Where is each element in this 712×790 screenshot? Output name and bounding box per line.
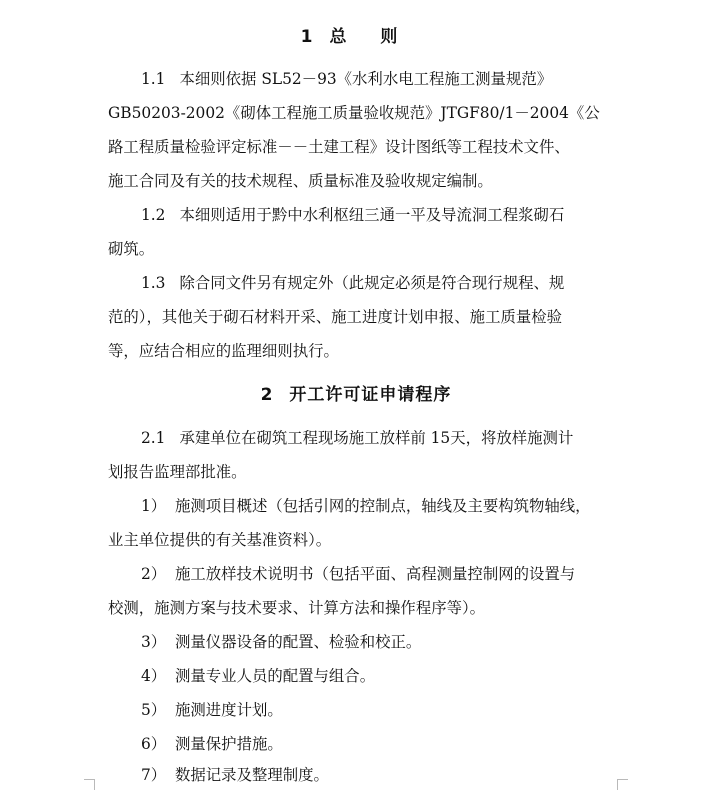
section-1-heading <box>0 22 712 47</box>
list-item-7 <box>141 765 329 785</box>
paragraph-1-1-line-1 <box>141 69 552 89</box>
section-2-heading <box>0 380 712 405</box>
paragraph-number: 1.1 <box>141 70 166 88</box>
paragraph-text: 除合同文件另有规定外（此规定必须是符合现行规程、规 <box>179 274 565 292</box>
list-item-number: 4） <box>141 667 167 685</box>
list-item-text: 测量专业人员的配置与组合。 <box>175 667 376 685</box>
list-item-text: 施工放样技术说明书（包括平面、高程测量控制网的设置与 <box>175 565 576 583</box>
paragraph-2-1-line-1 <box>141 428 573 448</box>
paragraph-1-2-line-2: 砌筑。 <box>108 240 155 258</box>
list-item-number: 7） <box>141 766 167 784</box>
section-2-number: 2 <box>260 385 274 405</box>
paragraph-number: 2.1 <box>141 429 166 447</box>
list-item-3 <box>141 632 421 652</box>
paragraph-1-3-line-1 <box>141 273 564 293</box>
paragraph-1-1-line-2: GB50203-2002《砌体工程施工质量验收规范》JTGF80/1－2004《公 <box>108 104 600 122</box>
paragraph-1-2-line-1 <box>141 205 564 225</box>
page-corner-mark-left <box>84 779 95 790</box>
paragraph-number: 1.2 <box>141 206 166 224</box>
list-item-number: 3） <box>141 633 167 651</box>
paragraph-2-1-line-2: 划报告监理部批准。 <box>108 463 247 481</box>
list-item-text: 数据记录及整理制度。 <box>175 766 329 784</box>
list-item-text: 施测项目概述（包括引网的控制点，轴线及主要构筑物轴线， <box>175 497 591 515</box>
list-item-1-line-1 <box>141 496 591 516</box>
section-1-title: 总 则 <box>329 27 412 47</box>
paragraph-text: 本细则适用于黔中水利枢纽三通一平及导流洞工程浆砌石 <box>179 206 565 224</box>
list-item-5 <box>141 700 283 720</box>
paragraph-1-3-line-2: 范的），其他关于砌石材料开采、施工进度计划申报、施工质量检验 <box>108 308 563 326</box>
list-item-number: 1） <box>141 497 167 515</box>
paragraph-text: 本细则依据 SL52－93《水利水电工程施工测量规范》 <box>179 70 553 88</box>
paragraph-number: 1.3 <box>141 274 166 292</box>
list-item-number: 2） <box>141 565 167 583</box>
list-item-number: 5） <box>141 701 167 719</box>
paragraph-1-3-line-3: 等，应结合相应的监理细则执行。 <box>108 342 339 360</box>
list-item-2-line-1 <box>141 564 575 584</box>
section-2-title: 开工许可证申请程序 <box>289 385 452 405</box>
list-item-number: 6） <box>141 735 167 753</box>
paragraph-1-1-line-4: 施工合同及有关的技术规程、质量标准及验收规定编制。 <box>108 172 493 190</box>
section-1-number: 1 <box>300 27 314 47</box>
paragraph-1-1-line-3: 路工程质量检验评定标准－－土建工程》设计图纸等工程技术文件、 <box>108 138 570 156</box>
list-item-1-line-2: 业主单位提供的有关基准资料）。 <box>108 531 332 549</box>
paragraph-text: 承建单位在砌筑工程现场施工放样前 15天，将放样施测计 <box>179 429 574 447</box>
list-item-2-line-2: 校测，施测方案与技术要求、计算方法和操作程序等）。 <box>108 599 486 617</box>
page-corner-mark-right <box>617 779 628 790</box>
list-item-6 <box>141 734 283 754</box>
list-item-text: 测量保护措施。 <box>175 735 283 753</box>
list-item-text: 测量仪器设备的配置、检验和校正。 <box>175 633 422 651</box>
list-item-text: 施测进度计划。 <box>175 701 283 719</box>
list-item-4 <box>141 666 375 686</box>
